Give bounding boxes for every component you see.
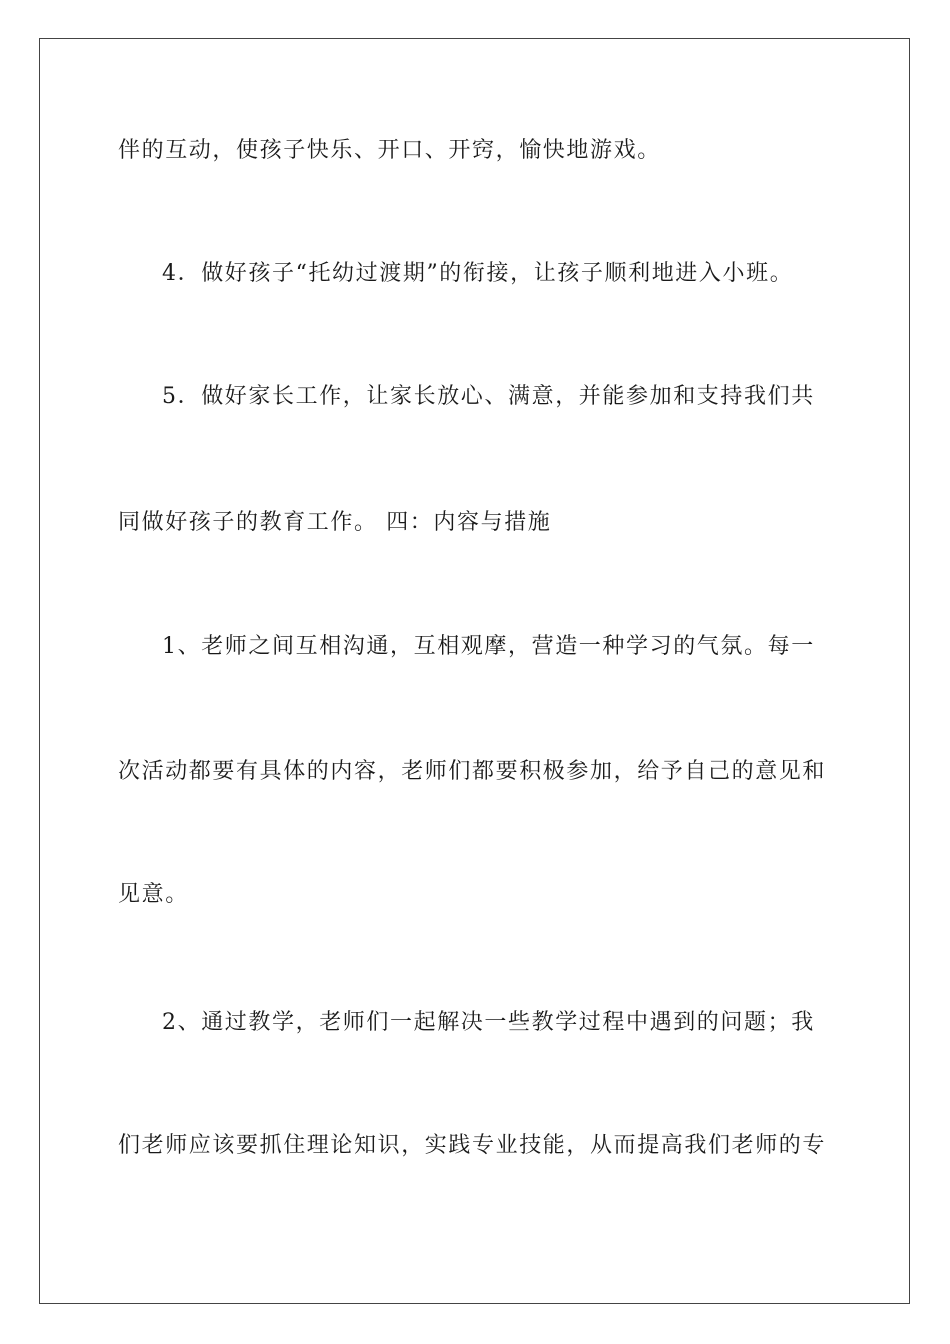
text-line-3: 5．做好家长工作，让家长放心、满意，并能参加和支持我们共 [162, 384, 815, 409]
page-border [39, 38, 910, 1304]
text-line-7: 见意。 [118, 882, 189, 907]
text-line-8: 2、通过教学，老师们一起解决一些教学过程中遇到的问题；我 [162, 1010, 815, 1035]
text-line-6: 次活动都要有具体的内容，老师们都要积极参加，给予自己的意见和 [118, 759, 827, 784]
text-line-5: 1、老师之间互相沟通，互相观摩，营造一种学习的气氛。每一 [162, 634, 815, 659]
text-line-9: 们老师应该要抓住理论知识，实践专业技能，从而提高我们老师的专 [118, 1133, 827, 1158]
text-line-2: 4．做好孩子“托幼过渡期”的衔接，让孩子顺利地进入小班。 [162, 261, 794, 286]
text-line-4: 同做好孩子的教育工作。 四：内容与措施 [118, 510, 552, 535]
text-line-1: 伴的互动，使孩子快乐、开口、开窍，愉快地游戏。 [118, 138, 661, 163]
